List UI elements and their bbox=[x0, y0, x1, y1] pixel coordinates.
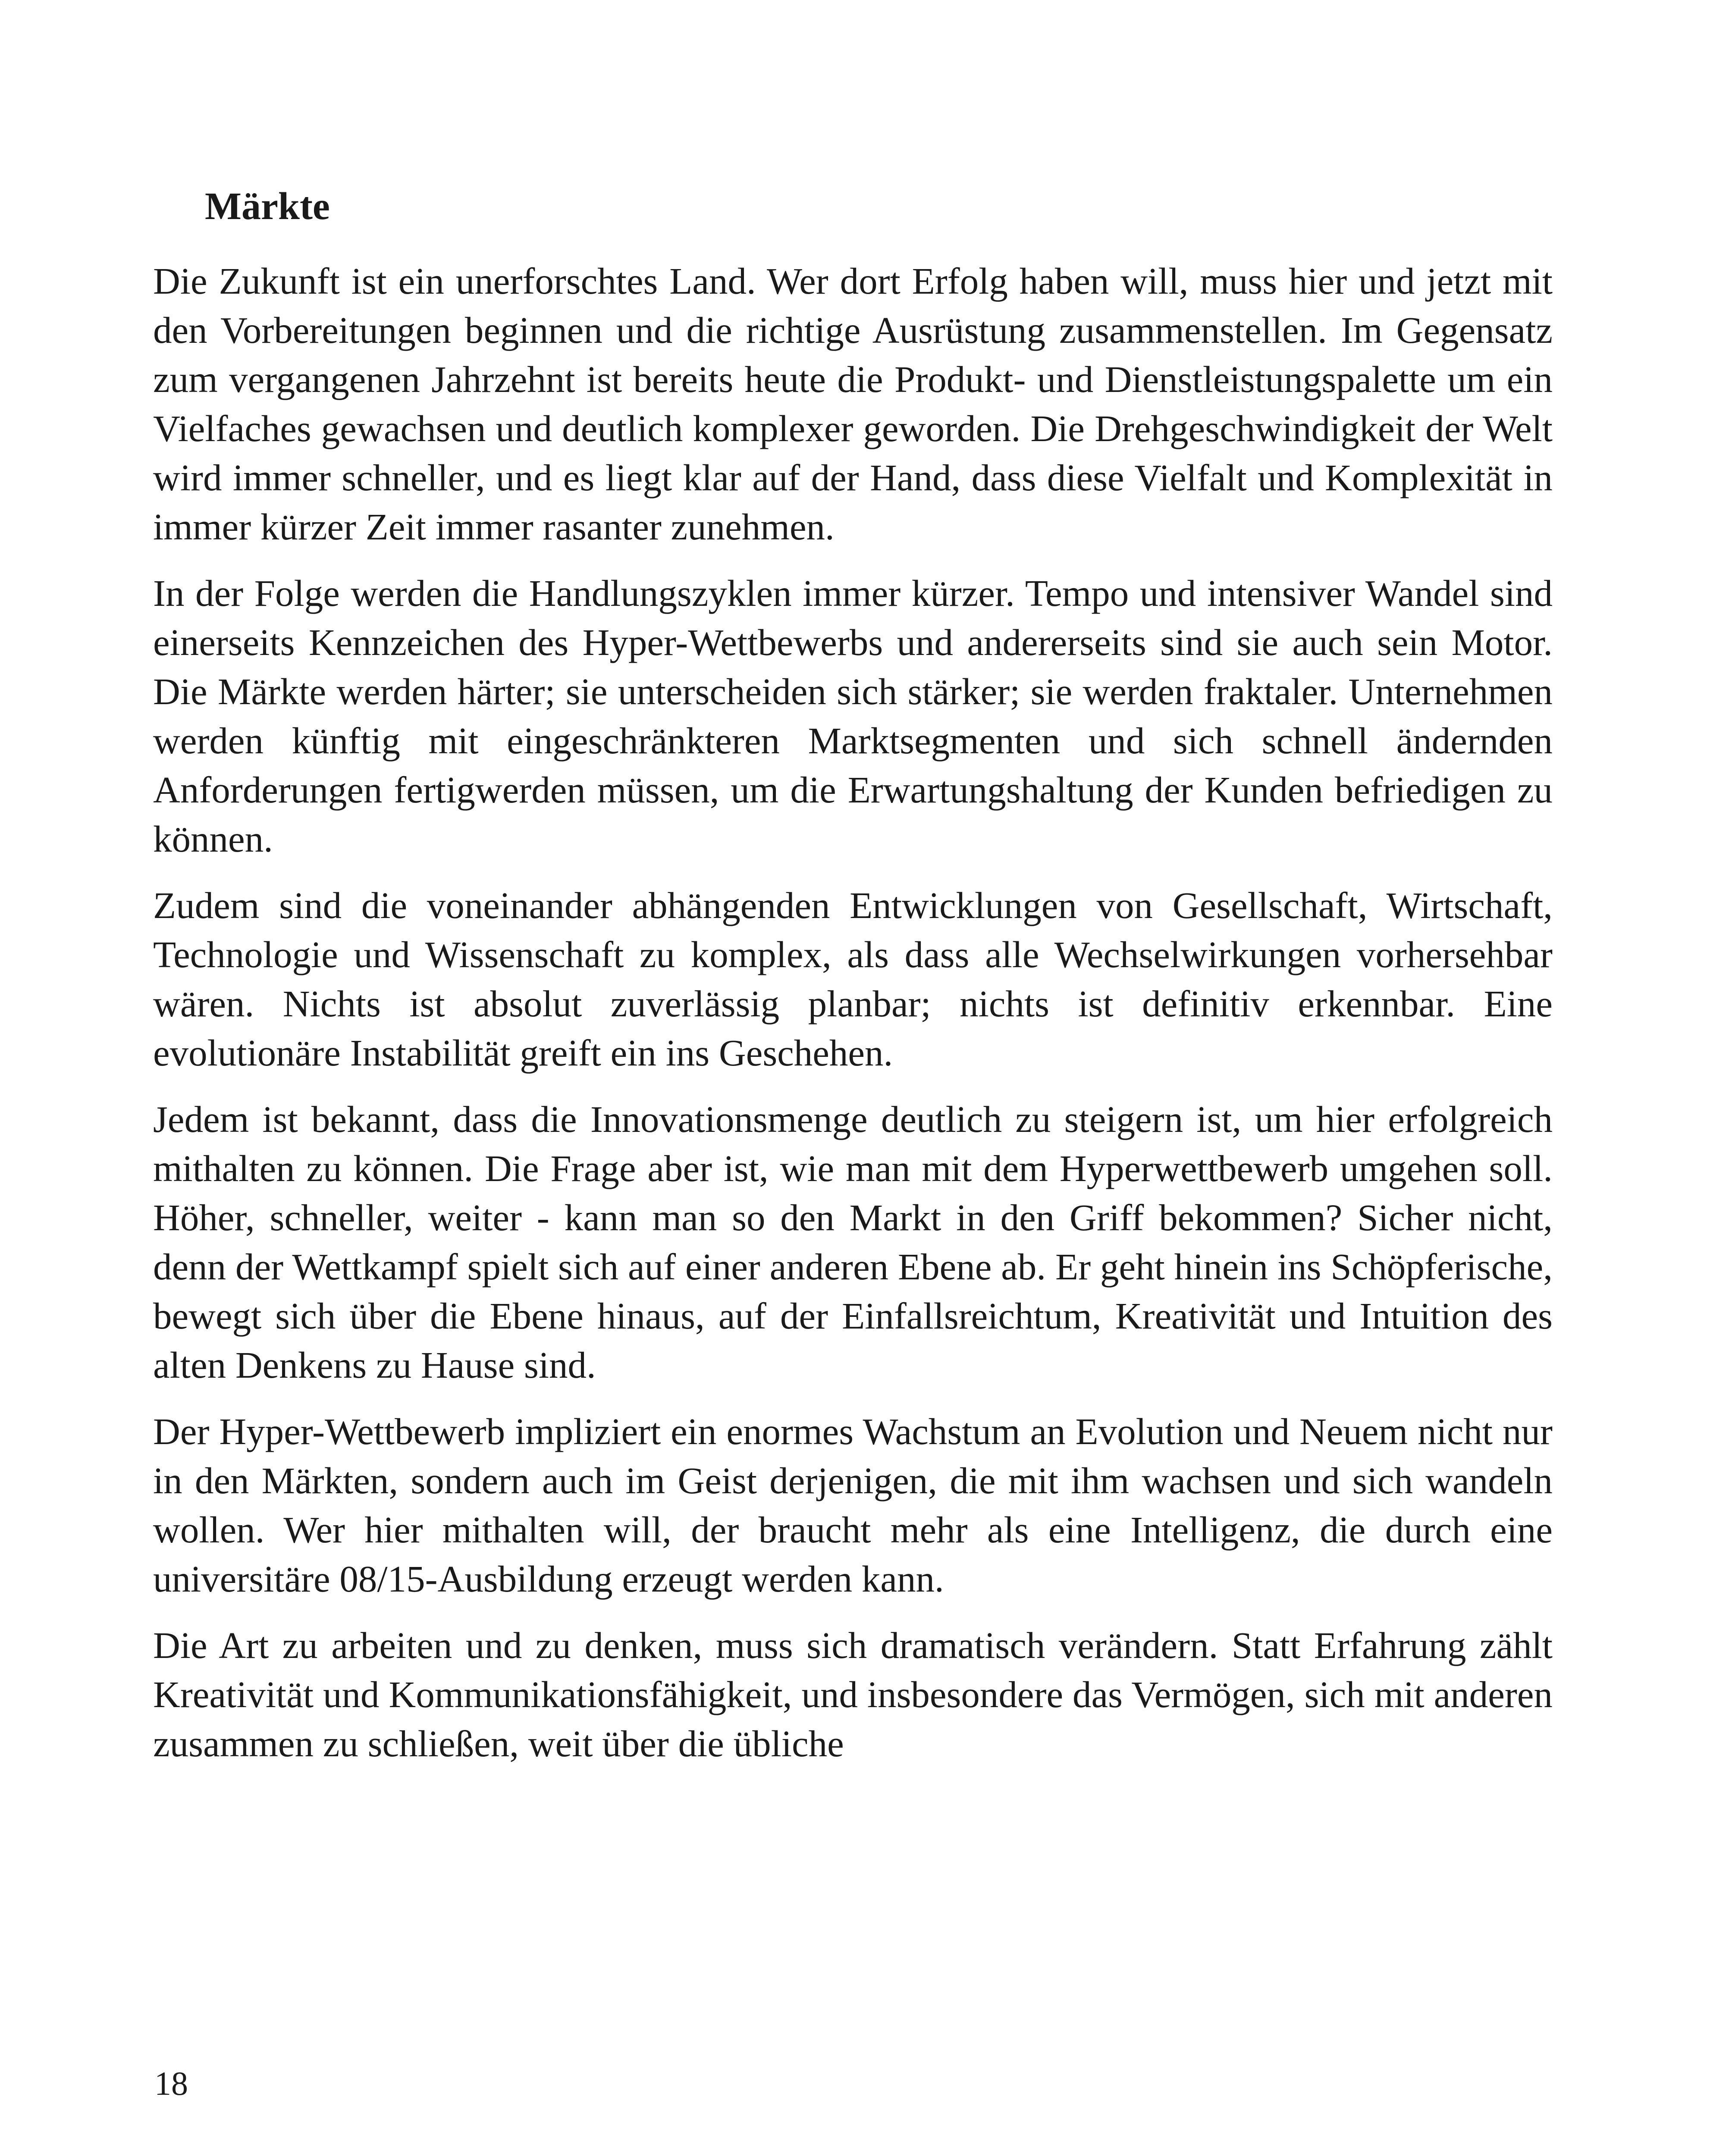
body-text bbox=[153, 257, 1553, 1786]
section-heading: Märkte bbox=[205, 185, 330, 228]
paragraph: Die Art zu arbeiten und zu denken, muss sich dramatisch verändern. Statt Erfahrung zählt Kreativität und Kommunikationsfähigkeit, und insbesondere das Vermögen, sich mit anderen zusammen zu schließen, weit über die übliche bbox=[153, 1624, 1553, 1764]
paragraph: In der Folge werden die Handlungszyklen immer kürzer. Tempo und intensiver Wandel sind einerseits Kennzeichen des Hyper-Wettbewerbs und andererseits sind sie auch sein Motor. Die Märkte werden härter; sie unterscheiden sich stärker; sie werden fraktaler. Unternehmen werden künftig mit eingeschränkteren Marktsegmenten und sich schnell ändernden Anforderungen fertigwerden müssen, um die Erwartungshaltung der Kunden befriedigen zu können. bbox=[153, 572, 1553, 860]
paragraph: Der Hyper-Wettbewerb impliziert ein enormes Wachstum an Evolution und Neuem nicht nur in den Märkten, sondern auch im Geist derjenigen, die mit ihm wachsen und sich wandeln wollen. Wer hier mithalten will, der braucht mehr als eine Intelligenz, die durch eine universitäre 08/15-Ausbildung erzeugt werden kann. bbox=[153, 1410, 1553, 1600]
paragraph: Zudem sind die voneinander abhängenden Entwicklungen von Gesellschaft, Wirtschaft, Technologie und Wissenschaft zu komplex, als dass alle Wechselwirkungen vorhersehbar wären. Nichts ist absolut zuverlässig planbar; nichts ist definitiv erkennbar. Eine evolutionäre Instabilität greift ein ins Geschehen. bbox=[153, 884, 1553, 1074]
page-number: 18 bbox=[154, 2065, 188, 2102]
paragraph: Die Zukunft ist ein unerforschtes Land. Wer dort Erfolg haben will, muss hier und jetzt mit den Vorbereitungen beginnen und die richtige Ausrüstung zusammenstellen. Im Gegensatz zum vergangenen Jahrzehnt ist bereits heute die Produkt- und Dienstleistungspalette um ein Vielfaches gewachsen und deutlich komplexer geworden. Die Drehgeschwindigkeit der Welt wird immer schneller, und es liegt klar auf der Hand, dass diese Vielfalt und Komplexität in immer kürzer Zeit immer rasanter zunehmen. bbox=[153, 260, 1553, 548]
paragraph: Jedem ist bekannt, dass die Innovationsmenge deutlich zu steigern ist, um hier erfolgreich mithalten zu können. Die Frage aber ist, wie man mit dem Hyperwettbewerb umgehen soll. Höher, schneller, weiter - kann man so den Markt in den Griff bekommen? Sicher nicht, denn der Wettkampf spielt sich auf einer anderen Ebene ab. Er geht hinein ins Schöpferische, bewegt sich über die Ebene hinaus, auf der Einfallsreichtum, Kreativität und Intuition des alten Denkens zu Hause sind. bbox=[153, 1098, 1553, 1386]
